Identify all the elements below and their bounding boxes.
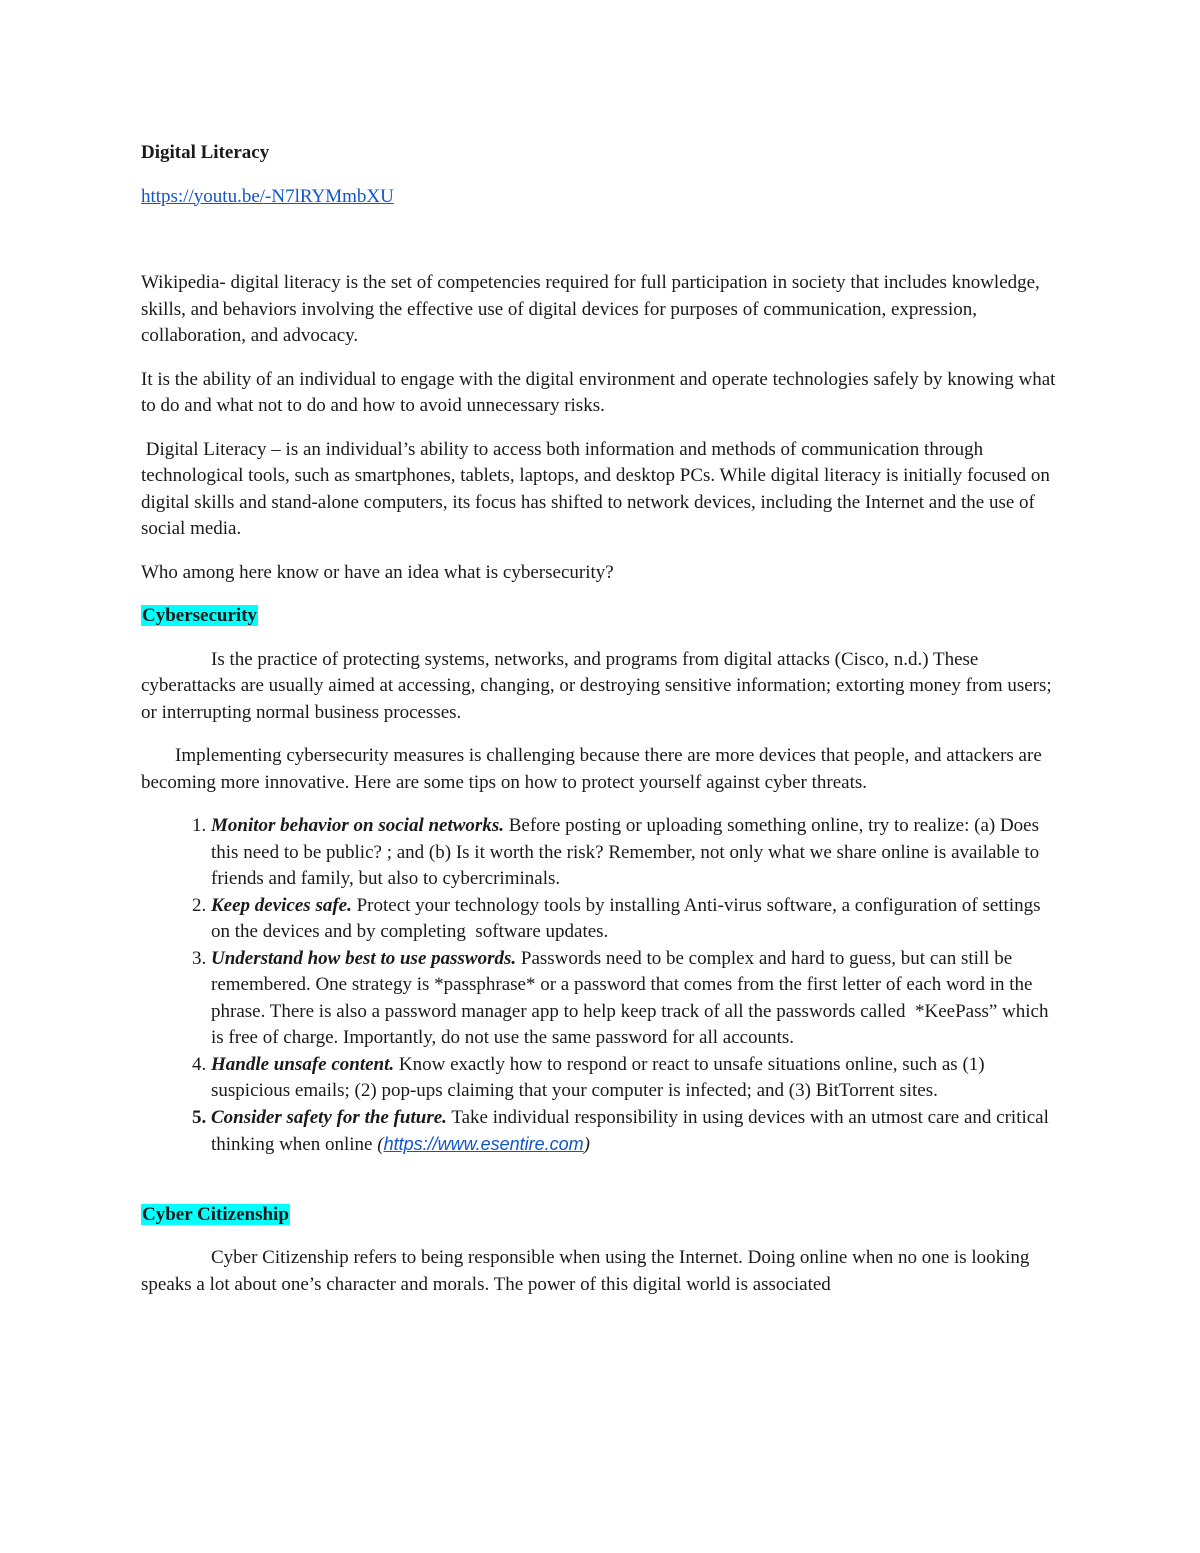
link-open-paren: (: [377, 1134, 384, 1155]
tip-lead: Understand how best to use passwords.: [211, 947, 517, 969]
video-url-paragraph: [141, 184, 1061, 211]
list-item: [211, 893, 1061, 946]
esentire-link[interactable]: https://www.esentire.com: [383, 1134, 584, 1154]
cyber-citizenship-heading: Cyber Citizenship: [142, 1203, 289, 1225]
tip-text: Take individual responsibility in using devices with an utmost care and critical thinking when online: [211, 1106, 1049, 1155]
question-paragraph: Who among here know or have an idea what is cybersecurity?: [141, 561, 614, 583]
tip-text: Know exactly how to respond or react to unsafe situations online, such as (1) suspicious emails; (2) pop-ups claiming that your computer is infected; and (3) BitTorrent sites.: [211, 1053, 985, 1101]
cybersecurity-heading: Cybersecurity: [142, 605, 258, 626]
wikipedia-paragraph: Wikipedia- digital literacy is the set of competencies required for full participation in society that includes knowledge, skills, and behaviors involving the effective use of digital devices for purposes of communication, expression, collaboration, and advocacy.: [141, 272, 1040, 346]
tip-lead: Keep devices safe.: [211, 894, 352, 916]
video-link[interactable]: https://youtu.be/-N7lRYMmbXU: [141, 185, 394, 207]
tip-text: Before posting or uploading something online, try to realize: (a) Does this need to be public? ; and (b) Is it worth the risk? Remember, not only what we share online is available to friends and family, but also to cybercriminals.: [211, 815, 1040, 889]
link-close-paren: ): [583, 1134, 590, 1155]
tip-lead: Handle unsafe content.: [211, 1053, 395, 1075]
list-item: [211, 946, 1061, 1052]
list-item: [211, 1105, 1061, 1159]
cyber-citizenship-paragraph: Cyber Citizenship refers to being responsible when using the Internet. Doing online when no one is looking speaks a lot about one’s character and morals. The power of this digital world is associated: [141, 1247, 1030, 1295]
tip-lead: Consider safety for the future.: [211, 1106, 447, 1128]
cybersecurity-intro: Is the practice of protecting systems, networks, and programs from digital attacks (Cisco, n.d.) These cyberattacks are usually aimed at accessing, changing, or destroying sensitive information; extorting money from users; or interrupting normal business processes.: [141, 648, 1052, 723]
tips-list: [141, 813, 1061, 1159]
ability-paragraph: It is the ability of an individual to engage with the digital environment and operate technologies safely by knowing what to do and what not to do and how to avoid unnecessary risks.: [141, 368, 1056, 416]
cyber-citizenship-heading-line: [141, 1202, 1061, 1229]
tip-text: Protect your technology tools by installing Anti-virus software, a configuration of settings on the devices and by completing software updates.: [211, 894, 1046, 942]
list-item: [211, 813, 1061, 893]
document-title: Digital Literacy: [141, 142, 270, 163]
implementing-paragraph: Implementing cybersecurity measures is challenging because there are more devices that people, and attackers are becoming more innovative. Here are some tips on how to protect yourself against cyber threats.: [141, 745, 1042, 793]
tip-lead: Monitor behavior on social networks.: [211, 815, 504, 836]
cybersecurity-heading-line: [141, 603, 1061, 630]
list-item: [211, 1052, 1061, 1105]
definition-paragraph: Digital Literacy – is an individual’s ability to access both information and methods of communication through technological tools, such as smartphones, tablets, laptops, and desktop PCs. While digital literacy is initially focused on digital skills and stand-alone computers, its focus has shifted to network devices, including the Internet and the use of social media.: [141, 438, 1055, 539]
document-content: [141, 140, 1061, 1298]
tip-text: Passwords need to be complex and hard to guess, but can still be remembered. One strategy is *passphrase* or a password that comes from the first letter of each word in the phrase. There is also a password manager app to help keep track of all the passwords called *KeePass” which is free of charge. Importantly, do not use the same password for all accounts.: [211, 947, 1054, 1048]
